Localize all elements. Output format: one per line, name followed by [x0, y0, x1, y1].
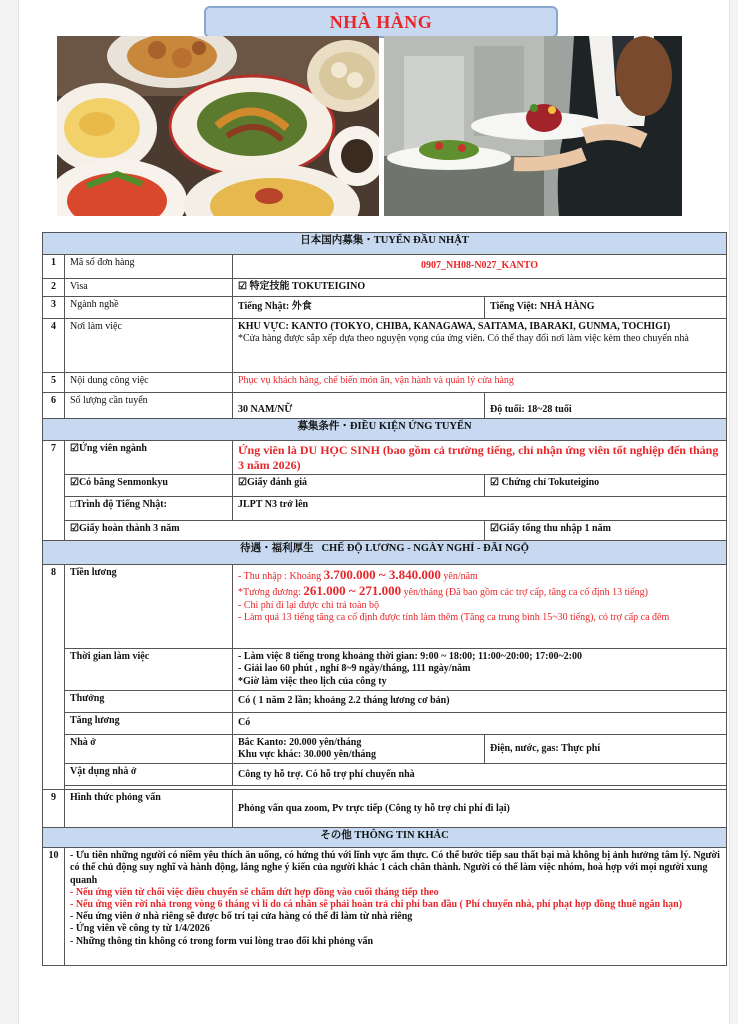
row-bonus: Thưởng Có ( 1 năm 2 lần; khoảng 2.2 tháng lương cơ bản)	[43, 690, 727, 712]
housing-value: Bắc Kanto: 20.000 yên/tháng Khu vực khác: 30.000 yên/tháng	[233, 734, 485, 763]
age-value: Độ tuổi: 18~28 tuổi	[485, 393, 727, 419]
other-info-value: - Ưu tiên những người có niềm yêu thích ăn uống, có hứng thú với lĩnh vực ẩm thực. Có thể bước tiếp sau thất bại mà không bị ảnh hưởng tâm lý. Người có thể chủ động suy nghĩ và hành động, lắng nghe ý kiến của người khác 1 cách chân thành. Người có thể làm việc nhóm, hoà hợp với mọi người xung quanh - Nếu ứng viên từ chối việc điều chuyển sẽ chấm dứt hợp đồng vào cuối tháng tiếp theo - Nếu ứng viên rời nhà trong vòng 6 tháng vì lí do cá nhân sẽ phải hoàn trả chi phí ban đầu ( Phí chuyển nhà, phí phạt hợp đồng thuê ngắn hạn) - Nếu ứng viên ở nhà riêng sẽ được bố trí tại cửa hàng có thể đi làm từ nhà riêng - Ứng viên về công ty từ 1/4/2026 - Những thông tin không có trong form vui lòng trao đổi khi phỏng vấn	[65, 848, 727, 966]
row-order-code: 1 Mã số đơn hàng 0907_NH08-N027_KANTO	[43, 255, 727, 279]
household-goods-value: Công ty hỗ trợ. Có hỗ trợ phí chuyển nhà	[233, 764, 727, 786]
row-certificates: ☑Giấy hoàn thành 3 năm ☑Giấy tổng thu nhập 1 năm	[43, 521, 727, 541]
section-header-other: その他 THÔNG TIN KHÁC	[43, 828, 727, 848]
row-other-info: 10 - Ưu tiên những người có niềm yêu thích ăn uống, có hứng thú với lĩnh vực ẩm thực. Có thể bước tiếp sau thất bại mà không bị ảnh hưởng tâm lý. Người có thể chủ động suy nghĩ và hành động, lắng nghe ý kiến của người khác 1 cách chân thành. Người có thể làm việc nhóm, hoà hợp với mọi người xung quanh - Nếu ứng viên từ chối việc điều chuyển sẽ chấm dứt hợp đồng vào cuối tháng tiếp theo - Nếu ứng viên rời nhà trong vòng 6 tháng vì lí do cá nhân sẽ phải hoàn trả chi phí ban đầu ( Phí chuyển nhà, phí phạt hợp đồng thuê ngắn hạn) - Nếu ứng viên ở nhà riêng sẽ được bố trí tại cửa hàng có thể đi làm từ nhà riêng - Ứng viên về công ty từ 1/4/2026 - Những thông tin không có trong form vui lòng trao đổi khi phỏng vấn	[43, 848, 727, 966]
row-workplace: 4 Nơi làm việc KHU VỰC: KANTO (TOKYO, CHIBA, KANAGAWA, SAITAMA, IBARAKI, GUNMA, TOCHIGI) *Cửa hàng được sắp xếp dựa theo nguyện vọng của ứng viên. Có thể thay đổi nơi làm việc kèm theo chuyển nhà	[43, 319, 727, 373]
job-info-table	[42, 232, 727, 966]
row-senmonkyu: ☑Có bằng Senmonkyu ☑Giấy đánh giá ☑ Chứng chỉ Tokuteigino	[43, 475, 727, 497]
jlpt-value: JLPT N3 trở lên	[233, 497, 727, 521]
interview-value: Phỏng vấn qua zoom, Pv trực tiếp (Công ty hỗ trợ chi phí đi lại)	[233, 790, 727, 828]
row-japanese-level: □Trình độ Tiếng Nhật: JLPT N3 trở lên	[43, 497, 727, 521]
section-header-benefits: 待遇・福利厚生 CHẾ ĐỘ LƯƠNG - NGÀY NGHỈ - ĐÃI NGỘ	[43, 541, 727, 565]
job-content-value: Phục vụ khách hàng, chế biến món ăn, vận hành và quản lý cửa hàng	[233, 373, 727, 393]
quantity-value: 30 NAM/NỮ	[233, 393, 485, 419]
section-header-conditions: 募集条件・ĐIỀU KIỆN ỨNG TUYỂN	[43, 419, 727, 441]
row-candidate-type: 7 ☑Ứng viên ngành Ứng viên là DU HỌC SINH (bao gồm cả trường tiếng, chỉ nhận ứng viên tốt nghiệp đến tháng 3 năm 2026)	[43, 441, 727, 475]
salary-value: - Thu nhập : Khoảng 3.700.000 ~ 3.840.000 yên/năm *Tương đương: 261.000 ~ 271.000 yên/tháng (Đã bao gồm các trợ cấp, tăng ca cố định 13 tiếng) - Chi phí đi lại được chi trả toàn bộ - Làm quá 13 tiếng tăng ca cố định được tính làm thêm (Tăng ca trung bình 15~30 tiếng), có trợ cấp ca đêm	[233, 565, 727, 649]
row-quantity: 6 Số lượng cần tuyển 30 NAM/NỮ Độ tuổi: 18~28 tuổi	[43, 393, 727, 419]
page-title: NHÀ HÀNG	[204, 6, 558, 38]
workplace-value: KHU VỰC: KANTO (TOKYO, CHIBA, KANAGAWA, SAITAMA, IBARAKI, GUNMA, TOCHIGI) *Cửa hàng được sắp xếp dựa theo nguyện vọng của ứng viên. Có thể thay đổi nơi làm việc kèm theo chuyển nhà	[233, 319, 727, 373]
row-industry: 3 Ngành nghề Tiếng Nhật: 外食 Tiếng Việt: NHÀ HÀNG	[43, 297, 727, 319]
row-interview: 9 Hình thức phỏng vấn Phỏng vấn qua zoom, Pv trực tiếp (Công ty hỗ trợ chi phí đi lại)	[43, 790, 727, 828]
row-visa: 2 Visa ☑ 特定技能 TOKUTEIGINO	[43, 279, 727, 297]
industry-jp: Tiếng Nhật: 外食	[233, 297, 485, 319]
utility-value: Điện, nước, gas: Thực phí	[485, 734, 727, 763]
candidate-type-value: Ứng viên là DU HỌC SINH (bao gồm cả trường tiếng, chỉ nhận ứng viên tốt nghiệp đến tháng 3 năm 2026)	[233, 441, 727, 475]
row-housing: Nhà ở Bắc Kanto: 20.000 yên/tháng Khu vực khác: 30.000 yên/tháng Điện, nước, gas: Thực phí	[43, 734, 727, 763]
row-salary: 8 Tiền lương - Thu nhập : Khoảng 3.700.000 ~ 3.840.000 yên/năm *Tương đương: 261.000 ~ 271.000 yên/tháng (Đã bao gồm các trợ cấp, tăng ca cố định 13 tiếng) - Chi phí đi lại được chi trả toàn bộ - Làm quá 13 tiếng tăng ca cố định được tính làm thêm (Tăng ca trung bình 15~30 tiếng), có trợ cấp ca đêm	[43, 565, 727, 649]
row-job-content: 5 Nội dung công việc Phục vụ khách hàng, chế biến món ăn, vận hành và quản lý cửa hàng	[43, 373, 727, 393]
food-dishes-photo	[57, 36, 379, 216]
row-working-time: Thời gian làm việc - Làm việc 8 tiếng trong khoảng thời gian: 9:00 ~ 18:00; 11:00~20:00; 17:00~2:00 - Giải lao 60 phút , nghỉ 8~9 ngày/tháng, 111 ngày/năm *Giờ làm việc theo lịch của công ty	[43, 649, 727, 691]
row-household-goods: Vật dụng nhà ở Công ty hỗ trợ. Có hỗ trợ phí chuyển nhà	[43, 764, 727, 786]
waiter-serving-photo	[384, 36, 682, 216]
order-code-value: 0907_NH08-N027_KANTO	[233, 255, 727, 279]
industry-vi: Tiếng Việt: NHÀ HÀNG	[485, 297, 727, 319]
raise-value: Có	[233, 712, 727, 734]
row-raise: Tăng lương Có	[43, 712, 727, 734]
working-time-value: - Làm việc 8 tiếng trong khoảng thời gian: 9:00 ~ 18:00; 11:00~20:00; 17:00~2:00 - Giải lao 60 phút , nghỉ 8~9 ngày/tháng, 111 ngày/năm *Giờ làm việc theo lịch của công ty	[233, 649, 727, 691]
visa-value: ☑ 特定技能 TOKUTEIGINO	[233, 279, 727, 297]
bonus-value: Có ( 1 năm 2 lần; khoảng 2.2 tháng lương cơ bản)	[233, 690, 727, 712]
section-header-recruit: 日本国内募集・TUYỂN ĐẦU NHẬT	[43, 233, 727, 255]
